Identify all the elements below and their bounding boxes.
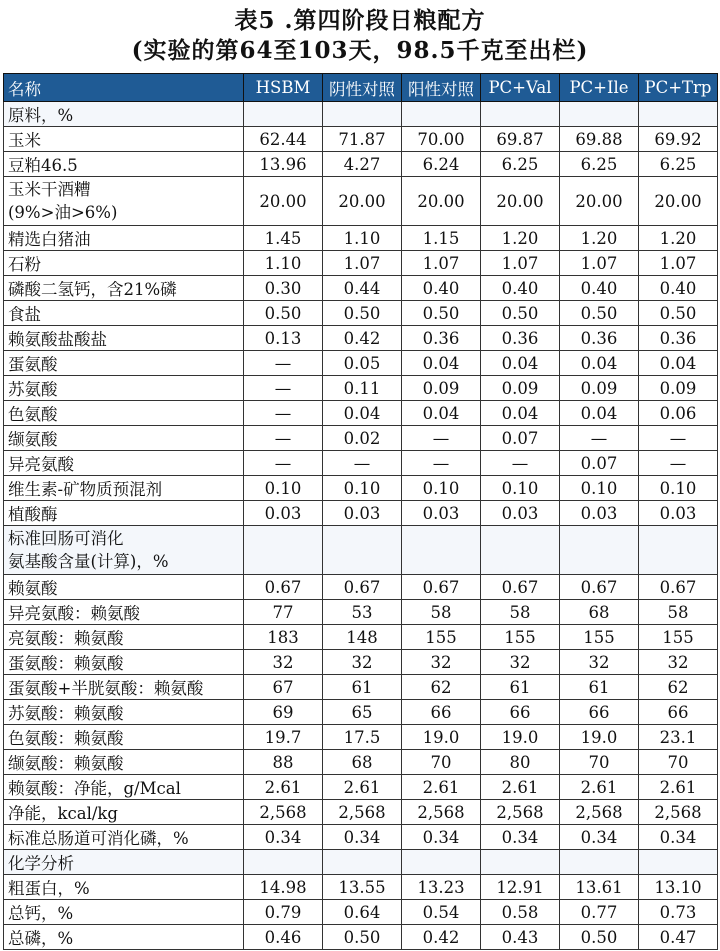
row-value: 0.03	[481, 501, 560, 526]
row-value: 0.34	[481, 825, 560, 850]
row-value: 1.10	[323, 226, 402, 251]
header-pc-trp: PC+Trp	[639, 74, 718, 102]
header-pc-ile: PC+Ile	[560, 74, 639, 102]
row-value: 2,568	[560, 800, 639, 825]
row-value: 0.06	[639, 401, 718, 426]
row-value: 13.10	[639, 875, 718, 900]
row-label: 缬氨酸：赖氨酸	[4, 750, 244, 775]
row-label: 异亮氨酸：赖氨酸	[4, 600, 244, 625]
table-row	[4, 800, 718, 825]
row-label: 苏氨酸	[4, 376, 244, 401]
row-value: 0.03	[639, 501, 718, 526]
row-value: 0.67	[244, 575, 323, 600]
row-value: —	[244, 351, 323, 376]
row-value: 0.50	[560, 925, 639, 950]
row-value: 77	[244, 600, 323, 625]
header-positive-control: 阳性对照	[402, 74, 481, 102]
row-value: 20.00	[481, 177, 560, 226]
row-value: 61	[481, 675, 560, 700]
row-value: 20.00	[639, 177, 718, 226]
row-label: 化学分析	[4, 850, 244, 875]
row-label: 标准总肠道可消化磷，%	[4, 825, 244, 850]
row-value: 6.24	[402, 152, 481, 177]
row-label: 食盐	[4, 301, 244, 326]
row-value: 0.09	[402, 376, 481, 401]
row-value: 66	[481, 700, 560, 725]
row-value: 2.61	[481, 775, 560, 800]
row-value: 0.07	[481, 426, 560, 451]
row-value: 32	[481, 650, 560, 675]
row-value: 32	[560, 650, 639, 675]
row-value: 0.36	[402, 326, 481, 351]
table-row	[4, 700, 718, 725]
row-value: 0.04	[481, 401, 560, 426]
row-value: 20.00	[402, 177, 481, 226]
row-value	[402, 850, 481, 875]
row-value: 0.10	[639, 476, 718, 501]
row-label: 蛋氨酸	[4, 351, 244, 376]
table-row	[4, 875, 718, 900]
table-row	[4, 750, 718, 775]
row-label: 赖氨酸：净能，g/Mcal	[4, 775, 244, 800]
row-label: 石粉	[4, 251, 244, 276]
row-value: 1.20	[639, 226, 718, 251]
row-value: 0.05	[323, 351, 402, 376]
row-value: 13.23	[402, 875, 481, 900]
row-value: 1.07	[560, 251, 639, 276]
header-pc-val: PC+Val	[481, 74, 560, 102]
row-value	[481, 102, 560, 127]
row-value: 0.36	[639, 326, 718, 351]
row-value: 19.7	[244, 725, 323, 750]
row-value: 32	[639, 650, 718, 675]
row-value: 23.1	[639, 725, 718, 750]
row-value: 0.03	[244, 501, 323, 526]
row-value: 2.61	[639, 775, 718, 800]
row-label: 植酸酶	[4, 501, 244, 526]
row-value: 0.40	[481, 276, 560, 301]
row-value: 1.15	[402, 226, 481, 251]
row-value: 0.34	[244, 825, 323, 850]
row-value: —	[639, 426, 718, 451]
row-value: 0.09	[481, 376, 560, 401]
row-value: 70	[560, 750, 639, 775]
row-label: 豆粕46.5	[4, 152, 244, 177]
header-negative-control: 阴性对照	[323, 74, 402, 102]
row-value: 0.13	[244, 326, 323, 351]
row-value: 0.04	[639, 351, 718, 376]
row-value	[560, 526, 639, 575]
row-value: 68	[323, 750, 402, 775]
row-value: —	[481, 451, 560, 476]
row-value	[639, 850, 718, 875]
diet-formulation-table	[3, 73, 718, 950]
row-value: —	[244, 376, 323, 401]
row-value	[560, 102, 639, 127]
table-row	[4, 600, 718, 625]
row-value: 61	[560, 675, 639, 700]
table-row	[4, 900, 718, 925]
row-value: 58	[481, 600, 560, 625]
row-value: 88	[244, 750, 323, 775]
row-value: 0.04	[481, 351, 560, 376]
row-value: 0.34	[323, 825, 402, 850]
row-value	[402, 526, 481, 575]
row-value: 155	[402, 625, 481, 650]
row-value: —	[244, 401, 323, 426]
row-value: 0.40	[402, 276, 481, 301]
row-value: 0.47	[639, 925, 718, 950]
table-row	[4, 925, 718, 950]
row-value: 20.00	[560, 177, 639, 226]
row-value: 80	[481, 750, 560, 775]
row-value: 0.77	[560, 900, 639, 925]
row-value: 0.34	[639, 825, 718, 850]
row-value: 62	[639, 675, 718, 700]
row-value: 2,568	[323, 800, 402, 825]
row-value: 58	[402, 600, 481, 625]
row-value: —	[323, 451, 402, 476]
table-row	[4, 675, 718, 700]
table-row	[4, 426, 718, 451]
row-value: 2,568	[481, 800, 560, 825]
row-value: 0.67	[481, 575, 560, 600]
row-value: 0.04	[402, 401, 481, 426]
row-value	[323, 526, 402, 575]
row-value: 0.03	[402, 501, 481, 526]
row-value: 68	[560, 600, 639, 625]
row-value: 66	[560, 700, 639, 725]
row-label: 亮氨酸：赖氨酸	[4, 625, 244, 650]
row-value	[639, 526, 718, 575]
row-value: 0.42	[402, 925, 481, 950]
table-row	[4, 301, 718, 326]
row-label: 维生素-矿物质预混剂	[4, 476, 244, 501]
row-value: 32	[323, 650, 402, 675]
table-row	[4, 451, 718, 476]
row-value: 6.25	[481, 152, 560, 177]
row-value: 155	[560, 625, 639, 650]
row-value: 0.34	[402, 825, 481, 850]
table-row	[4, 775, 718, 800]
row-value: —	[244, 451, 323, 476]
row-value	[244, 850, 323, 875]
row-value: 155	[481, 625, 560, 650]
row-value: 62.44	[244, 127, 323, 152]
row-value: 2.61	[402, 775, 481, 800]
row-value: —	[639, 451, 718, 476]
row-value: —	[402, 426, 481, 451]
row-value: 0.10	[402, 476, 481, 501]
row-value: 0.36	[481, 326, 560, 351]
title-line-1: 表5 .第四阶段日粮配方	[234, 7, 486, 34]
row-label: 磷酸二氢钙，含21%磷	[4, 276, 244, 301]
row-value: 0.04	[560, 351, 639, 376]
row-value: 69.88	[560, 127, 639, 152]
row-value: 0.04	[323, 401, 402, 426]
row-value: 0.09	[560, 376, 639, 401]
table-row	[4, 127, 718, 152]
row-value: 19.0	[402, 725, 481, 750]
row-value: 0.44	[323, 276, 402, 301]
row-value: 1.20	[560, 226, 639, 251]
header-hsbm: HSBM	[244, 74, 323, 102]
row-value: 0.04	[560, 401, 639, 426]
row-label: 精选白猪油	[4, 226, 244, 251]
row-value: 69.87	[481, 127, 560, 152]
row-label: 蛋氨酸：赖氨酸	[4, 650, 244, 675]
table-row	[4, 152, 718, 177]
row-value: 62	[402, 675, 481, 700]
row-value: 65	[323, 700, 402, 725]
header-name: 名称	[4, 74, 244, 102]
row-value: 1.45	[244, 226, 323, 251]
row-label: 玉米	[4, 127, 244, 152]
table-row	[4, 650, 718, 675]
row-value: 2,568	[639, 800, 718, 825]
table-row	[4, 501, 718, 526]
row-label: 赖氨酸	[4, 575, 244, 600]
row-label: 标准回肠可消化 氨基酸含量(计算)，%	[4, 526, 244, 575]
row-value: 0.73	[639, 900, 718, 925]
row-value: 0.10	[244, 476, 323, 501]
row-value: 0.11	[323, 376, 402, 401]
row-label: 色氨酸：赖氨酸	[4, 725, 244, 750]
row-value: 13.55	[323, 875, 402, 900]
row-value: 0.04	[402, 351, 481, 376]
row-value	[244, 102, 323, 127]
row-value: 1.07	[481, 251, 560, 276]
row-value: 0.02	[323, 426, 402, 451]
row-value: 0.40	[560, 276, 639, 301]
row-value: —	[402, 451, 481, 476]
table-row	[4, 326, 718, 351]
row-label: 原料，%	[4, 102, 244, 127]
row-value: 0.42	[323, 326, 402, 351]
row-value: 0.54	[402, 900, 481, 925]
table-row	[4, 226, 718, 251]
row-value: 69	[244, 700, 323, 725]
title-line-2: (实验的第64至103天，98.5千克至出栏)	[131, 37, 589, 64]
row-value: 0.07	[560, 451, 639, 476]
row-value: 1.07	[639, 251, 718, 276]
row-label: 粗蛋白，%	[4, 875, 244, 900]
row-label: 总钙，%	[4, 900, 244, 925]
row-value: 1.20	[481, 226, 560, 251]
row-value: 0.40	[639, 276, 718, 301]
row-value: 0.50	[481, 301, 560, 326]
table-row	[4, 351, 718, 376]
row-value: 0.50	[639, 301, 718, 326]
row-value: 0.10	[560, 476, 639, 501]
row-value: 0.46	[244, 925, 323, 950]
row-value: 0.50	[560, 301, 639, 326]
row-value: 12.91	[481, 875, 560, 900]
row-value	[244, 526, 323, 575]
row-value	[560, 850, 639, 875]
table-row	[4, 376, 718, 401]
row-value: 53	[323, 600, 402, 625]
row-value	[481, 526, 560, 575]
row-value: 71.87	[323, 127, 402, 152]
row-value: 6.25	[639, 152, 718, 177]
row-value: 0.34	[560, 825, 639, 850]
row-value: 1.07	[402, 251, 481, 276]
row-value: 183	[244, 625, 323, 650]
row-value: 2,568	[402, 800, 481, 825]
row-value: 0.50	[244, 301, 323, 326]
row-value: 2,568	[244, 800, 323, 825]
table-row	[4, 177, 718, 226]
table-row	[4, 825, 718, 850]
row-value: 19.0	[481, 725, 560, 750]
row-value	[323, 102, 402, 127]
row-value: 70	[402, 750, 481, 775]
row-value: 155	[639, 625, 718, 650]
row-label: 缬氨酸	[4, 426, 244, 451]
row-value: 70.00	[402, 127, 481, 152]
row-label: 玉米干酒糟 (9%>油>6%)	[4, 177, 244, 226]
row-label: 总磷，%	[4, 925, 244, 950]
table-row	[4, 526, 718, 575]
row-value: 0.67	[402, 575, 481, 600]
row-value: 0.50	[323, 925, 402, 950]
table-row	[4, 625, 718, 650]
row-value	[323, 850, 402, 875]
row-value: 2.61	[244, 775, 323, 800]
row-value: 13.96	[244, 152, 323, 177]
table-row	[4, 575, 718, 600]
row-label: 赖氨酸盐酸盐	[4, 326, 244, 351]
row-value: 20.00	[323, 177, 402, 226]
table-row	[4, 476, 718, 501]
row-value: 32	[244, 650, 323, 675]
row-label: 净能，kcal/kg	[4, 800, 244, 825]
row-value: 69.92	[639, 127, 718, 152]
row-value	[639, 102, 718, 127]
table-body	[4, 102, 718, 950]
row-value: 0.09	[639, 376, 718, 401]
row-value: 0.64	[323, 900, 402, 925]
row-label: 异亮氨酸	[4, 451, 244, 476]
row-value: 70	[639, 750, 718, 775]
row-value: 1.10	[244, 251, 323, 276]
row-value: 2.61	[560, 775, 639, 800]
row-value: 32	[402, 650, 481, 675]
row-value: 58	[639, 600, 718, 625]
row-value: 0.03	[323, 501, 402, 526]
row-label: 蛋氨酸+半胱氨酸：赖氨酸	[4, 675, 244, 700]
table-row	[4, 401, 718, 426]
row-value: —	[560, 426, 639, 451]
table-row	[4, 251, 718, 276]
table-row	[4, 276, 718, 301]
row-value: 14.98	[244, 875, 323, 900]
row-value: 2.61	[323, 775, 402, 800]
row-value: 0.79	[244, 900, 323, 925]
row-value: 20.00	[244, 177, 323, 226]
header-row	[4, 74, 718, 102]
row-value: 0.10	[323, 476, 402, 501]
row-label: 色氨酸	[4, 401, 244, 426]
row-value: 61	[323, 675, 402, 700]
row-value: 0.67	[560, 575, 639, 600]
row-value: 0.03	[560, 501, 639, 526]
row-value: 6.25	[560, 152, 639, 177]
row-value: 0.67	[323, 575, 402, 600]
row-value: 4.27	[323, 152, 402, 177]
table-row	[4, 850, 718, 875]
row-value: 13.61	[560, 875, 639, 900]
table-row	[4, 102, 718, 127]
row-value: 0.67	[639, 575, 718, 600]
row-value	[481, 850, 560, 875]
row-value: 0.36	[560, 326, 639, 351]
row-value: 0.43	[481, 925, 560, 950]
row-value: 67	[244, 675, 323, 700]
row-value: 19.0	[560, 725, 639, 750]
row-value: 66	[402, 700, 481, 725]
row-value: 0.58	[481, 900, 560, 925]
row-value: 148	[323, 625, 402, 650]
row-value: 0.30	[244, 276, 323, 301]
row-value: 17.5	[323, 725, 402, 750]
table-title	[0, 0, 720, 66]
row-value: 0.10	[481, 476, 560, 501]
row-value: 0.50	[402, 301, 481, 326]
row-value: 66	[639, 700, 718, 725]
row-value: 1.07	[323, 251, 402, 276]
row-value	[402, 102, 481, 127]
table-row	[4, 725, 718, 750]
row-label: 苏氨酸：赖氨酸	[4, 700, 244, 725]
row-value: 0.50	[323, 301, 402, 326]
row-value: —	[244, 426, 323, 451]
